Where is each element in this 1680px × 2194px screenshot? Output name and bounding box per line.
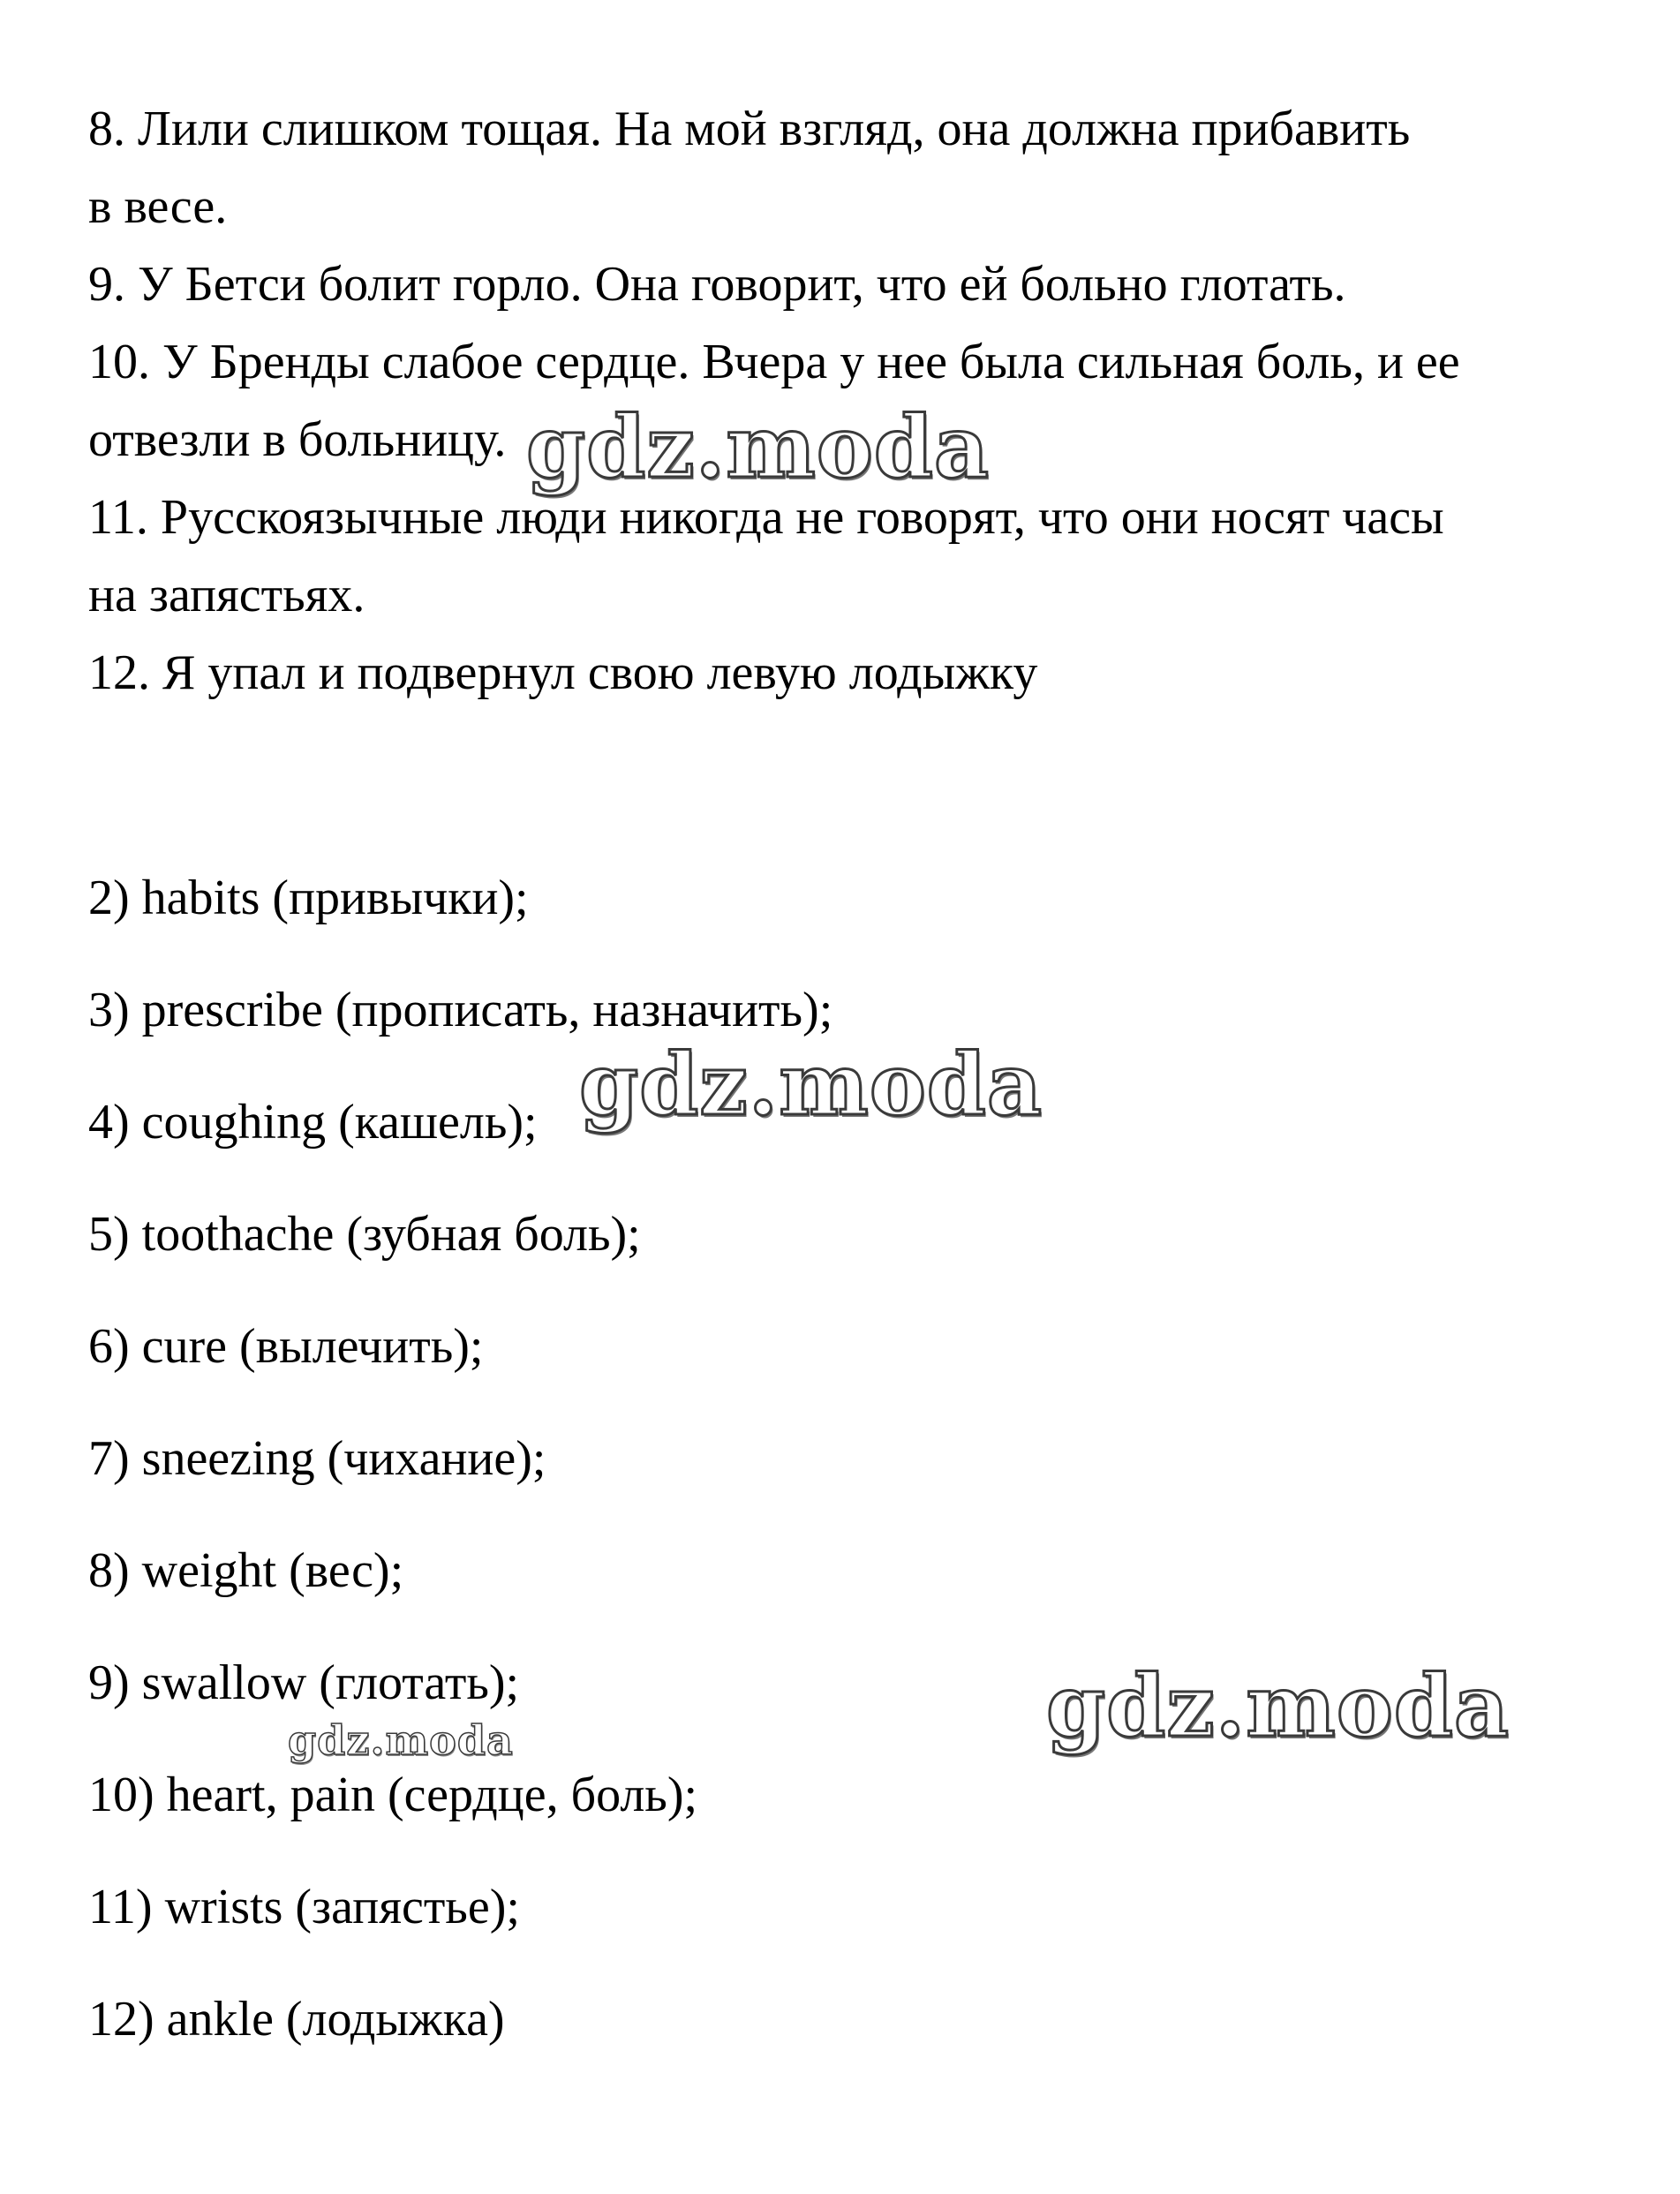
watermark-logo: gdz.moda <box>526 397 991 497</box>
watermark-logo: gdz.moda <box>288 1716 514 1764</box>
sentence-line: 8. Лили слишком тощая. На мой взгляд, она должна прибавить <box>88 102 1411 156</box>
sentence-line: 10. У Бренды слабое сердце. Вчера у нее была сильная боль, и ее <box>88 335 1460 389</box>
answer-item: 12) ankle (лодыжка) <box>88 1992 505 2047</box>
sentence-line: на запястьях. <box>88 568 365 622</box>
answer-item: 9) swallow (глотать); <box>88 1655 520 1710</box>
answer-item: 2) habits (привычки); <box>88 871 529 925</box>
watermark-logo: gdz.moda <box>579 1035 1043 1135</box>
answer-item: 3) prescribe (прописать, назначить); <box>88 983 833 1037</box>
watermark-logo: gdz.moda <box>1046 1656 1510 1756</box>
answer-item: 4) coughing (кашель); <box>88 1095 538 1150</box>
answer-item: 6) cure (вылечить); <box>88 1319 484 1374</box>
answer-item: 5) toothache (зубная боль); <box>88 1207 641 1262</box>
sentence-line: 11. Русскоязычные люди никогда не говорят, что они носят часы <box>88 490 1444 545</box>
sentence-line: в весе. <box>88 179 228 234</box>
answer-item: 8) weight (вес); <box>88 1543 404 1598</box>
sentence-line: отвезли в больницу. <box>88 412 507 467</box>
answer-item: 10) heart, pain (сердце, боль); <box>88 1768 698 1822</box>
sentence-line: 9. У Бетси болит горло. Она говорит, что ей больно глотать. <box>88 257 1346 312</box>
answer-item: 7) sneezing (чихание); <box>88 1431 546 1486</box>
answer-item: 11) wrists (запястье); <box>88 1880 520 1934</box>
sentence-line: 12. Я упал и подвернул свою левую лодыжку <box>88 645 1038 700</box>
